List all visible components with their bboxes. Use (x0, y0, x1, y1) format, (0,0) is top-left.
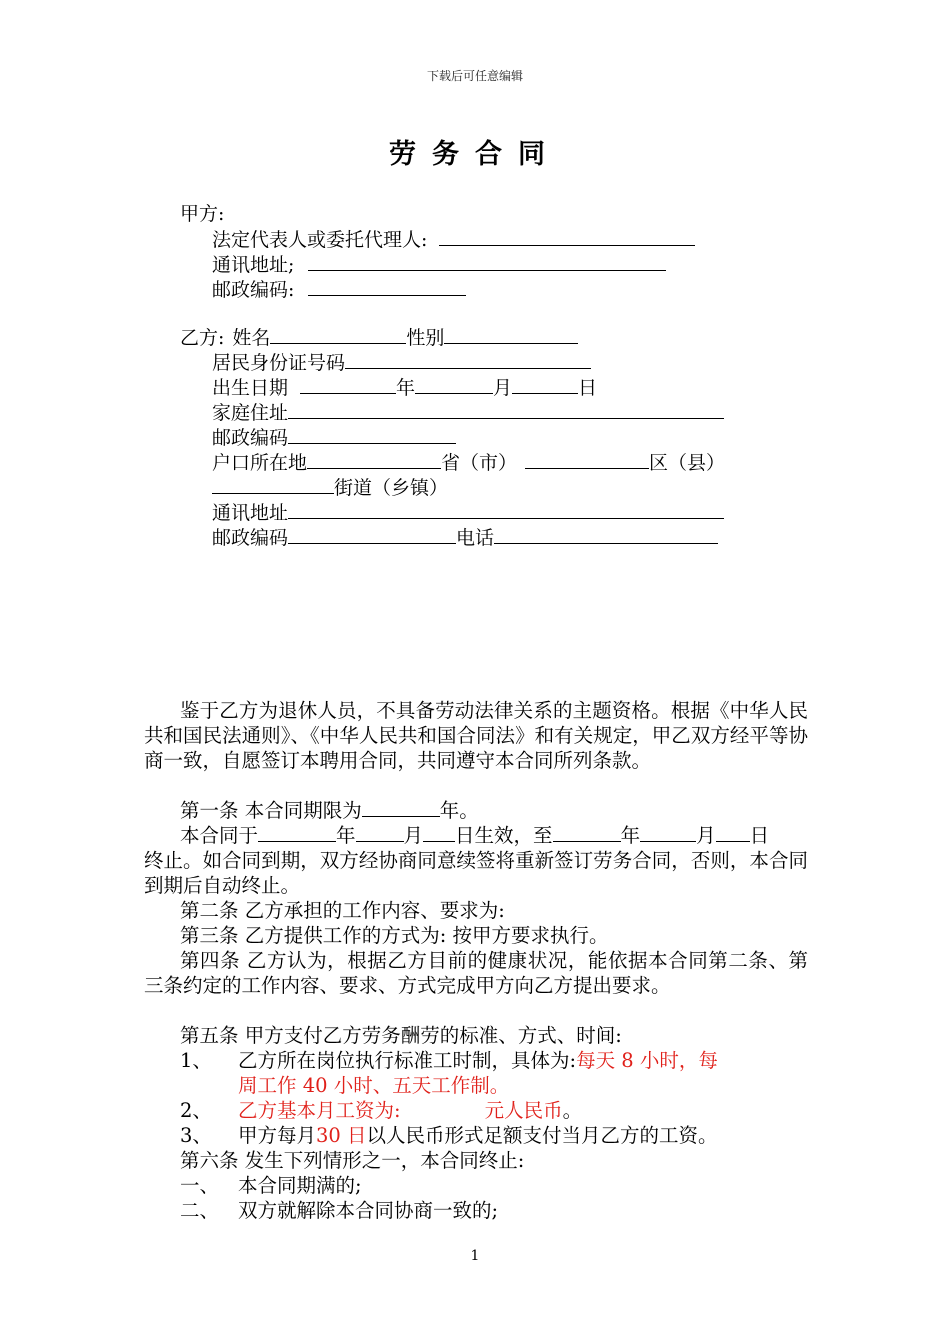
item-5-2-period: 。 (562, 1099, 583, 1122)
birth-year-field[interactable] (300, 375, 396, 394)
hukou-district-field[interactable] (525, 450, 649, 469)
birth-day-field[interactable] (512, 375, 578, 394)
item-5-2-unit: 元人民币 (484, 1099, 563, 1122)
party-b-id-label: 居民身份证号码 (212, 352, 346, 374)
item-6-2-text: 双方就解除本合同协商一致的; (238, 1199, 499, 1222)
party-b-postcode2-field[interactable] (288, 525, 456, 544)
article-1-text: 第一条 本合同期限为 (180, 799, 362, 822)
item-6-1 (180, 1173, 362, 1198)
start-year-label: 年 (336, 824, 356, 847)
item-5-1-text-a: 乙方所在岗位执行标准工时制，具体为: (238, 1049, 577, 1072)
party-b-birth-line (212, 375, 597, 401)
page-number: 1 (470, 1248, 480, 1264)
party-b-address-line (212, 500, 724, 526)
party-b-id-field[interactable] (345, 350, 591, 369)
party-b-gender-label: 性别 (406, 327, 445, 349)
contract-term-field[interactable] (362, 798, 440, 817)
start-day-field[interactable] (423, 823, 455, 842)
article-4: 第四条 乙方认为，根据乙方目前的健康状况，能依据本合同第二条、第三条约定的工作内容、要求、方式完成甲方向乙方提出要求。 (144, 949, 808, 997)
party-b-postcode-field[interactable] (288, 425, 456, 444)
article-3: 第三条 乙方提供工作的方式为: 按甲方要求执行。 (180, 924, 609, 947)
party-b-postcode-label: 邮政编码 (212, 427, 289, 449)
hukou-province-label: 省（市） (441, 452, 518, 474)
birth-month-label: 月 (493, 377, 513, 399)
party-a-postcode-line (212, 277, 466, 303)
start-year-field[interactable] (258, 823, 336, 842)
party-b-home-label: 家庭住址 (212, 402, 289, 424)
hukou-street-field[interactable] (212, 475, 334, 494)
start-day-label: 日生效，至 (455, 824, 553, 847)
item-5-1-text (238, 1048, 718, 1073)
preamble-paragraph: 鉴于乙方为退休人员，不具备劳动法律关系的主题资格。根据《中华人民共和国民法通则》、《中华人民共和国合同法》和有关规定，甲乙双方经平等协商一致，自愿签订本聘用合同，共同遵守本合同所列条款。 (144, 699, 808, 772)
item-5-3-text-c: 以人民币形式足额支付当月乙方的工资。 (366, 1124, 718, 1147)
party-a-postcode-field[interactable] (308, 277, 466, 296)
party-b-home-field[interactable] (288, 400, 724, 419)
item-5-2-salary-label: 乙方基本月工资为: (238, 1099, 401, 1122)
birth-year-label: 年 (396, 377, 416, 399)
item-5-2-number: 2、 (180, 1099, 212, 1122)
end-day-label: 日 (749, 824, 770, 847)
party-a-rep-label: 法定代表人或委托代理人: (212, 229, 428, 251)
item-5-3 (180, 1123, 718, 1148)
party-a-rep-field[interactable] (439, 227, 695, 246)
birth-day-label: 日 (578, 377, 598, 399)
party-b-postcode-line (212, 425, 456, 451)
term-continuation: 终止。如合同到期，双方经协商同意续签将重新签订劳务合同，否则，本合同到期后自动终止。 (144, 849, 808, 897)
start-month-label: 月 (403, 824, 424, 847)
start-month-field[interactable] (356, 823, 404, 842)
hukou-street-label: 街道（乡镇） (334, 477, 449, 499)
item-5-1-number: 1、 (180, 1049, 212, 1072)
item-5-3-number: 3、 (180, 1124, 212, 1147)
article-1 (180, 798, 479, 823)
item-6-2 (180, 1198, 499, 1223)
end-year-field[interactable] (553, 823, 621, 842)
end-month-field[interactable] (640, 823, 696, 842)
party-b-address-label: 通讯地址 (212, 502, 289, 524)
party-b-id-line (212, 350, 591, 376)
page-header: 下载后可任意编辑 (426, 69, 523, 83)
party-b-home-line (212, 400, 724, 426)
party-b-hukou-label: 户口所在地 (212, 452, 308, 474)
party-a-postcode-label: 邮政编码: (212, 279, 295, 301)
party-b-phone-field[interactable] (494, 525, 718, 544)
party-b-postcode2-line (212, 525, 718, 551)
party-b-phone-label: 电话 (456, 527, 495, 549)
party-b-name-label: 姓名 (232, 327, 271, 349)
party-a-rep-line (212, 227, 695, 253)
party-b-birth-label: 出生日期 (212, 377, 289, 399)
party-b-postcode2-label: 邮政编码 (212, 527, 289, 549)
party-a-label: 甲方: (180, 203, 225, 225)
item-5-2 (180, 1098, 583, 1123)
party-b-name-field[interactable] (270, 325, 406, 344)
term-dates-line (180, 823, 769, 848)
hukou-province-field[interactable] (307, 450, 441, 469)
end-day-field[interactable] (716, 823, 750, 842)
item-6-2-number: 二、 (180, 1199, 220, 1222)
term-start-label: 本合同于 (180, 824, 259, 847)
party-b-address-field[interactable] (288, 500, 724, 519)
document-title: 劳务合同 (389, 139, 561, 170)
item-6-1-number: 一、 (180, 1174, 220, 1197)
article-1-unit: 年。 (439, 799, 479, 822)
end-year-label: 年 (620, 824, 641, 847)
item-5-1-line2: 周工作 40 小时、五天工作制。 (238, 1074, 510, 1097)
item-5-3-text-a: 甲方每月 (238, 1124, 317, 1147)
party-b-hukou-line (212, 450, 725, 476)
party-b-gender-field[interactable] (444, 325, 578, 344)
party-a-address-field[interactable] (308, 252, 666, 271)
item-5-3-payday: 30 日 (316, 1124, 367, 1147)
party-a-address-label: 通讯地址; (212, 254, 295, 276)
item-5-3-text (238, 1123, 718, 1148)
party-b-street-line (212, 475, 448, 501)
party-b-label: 乙方: (180, 327, 225, 349)
article-2: 第二条 乙方承担的工作内容、要求为: (180, 899, 505, 922)
end-month-label: 月 (696, 824, 716, 847)
article-6: 第六条 发生下列情形之一，本合同终止: (180, 1149, 525, 1172)
party-b-name-line (180, 325, 578, 351)
item-6-1-text: 本合同期满的; (238, 1174, 362, 1197)
birth-month-field[interactable] (415, 375, 493, 394)
party-a-address-line (212, 252, 666, 278)
item-5-2-text (238, 1098, 582, 1123)
item-5-1-hours: 每天 8 小时，每 (576, 1049, 718, 1072)
article-5: 第五条 甲方支付乙方劳务酬劳的标准、方式、时间: (180, 1024, 622, 1047)
item-5-1-line1 (180, 1048, 718, 1073)
hukou-district-label: 区（县） (649, 452, 726, 474)
